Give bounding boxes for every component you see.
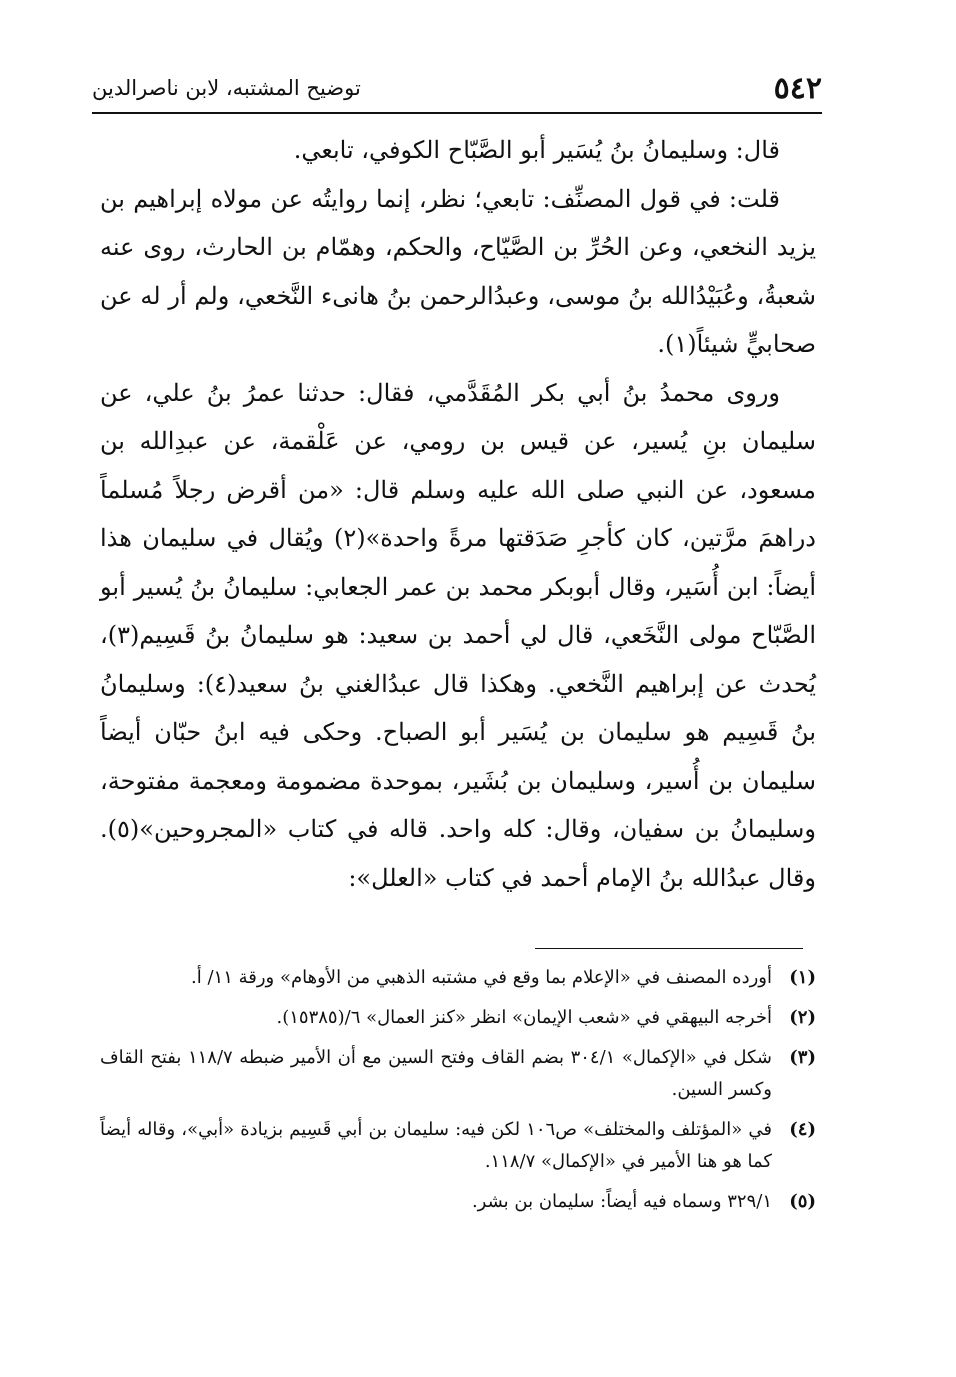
running-title: توضيح المشتبه، لابن ناصرالدين (92, 76, 361, 100)
footnotes (100, 962, 816, 1226)
footnote-number: (٣) (789, 1047, 816, 1068)
header-rule (92, 112, 822, 114)
page-header (92, 68, 822, 108)
footnote-text: شكل في «الإكمال» ٣٠٤/١ بضم القاف وفتح السين مع أن الأمير ضبطه ١١٨/٧ بفتح القاف وكسر السين. (100, 1047, 772, 1100)
footnote (100, 1042, 816, 1106)
footnote-text: أخرجه البيهقي في «شعب الإيمان» انظر «كنز العمال» ٦/(١٥٣٨٥). (276, 1007, 772, 1028)
footnote-text: أورده المصنف في «الإعلام بما وقع في مشتبه الذهبي من الأوهام» ورقة ١١/ أ. (191, 967, 772, 988)
footnote (100, 1114, 816, 1178)
paragraph: قلت: في قول المصنِّف: تابعي؛ نظر، إنما روايتُه عن مولاه إبراهيم بن يزيد النخعي، وعن الحُرِّ بن الصَّيّاح، والحكم، وهمّام بن الحارث، روى عنه شعبةُ، وعُبَيْدُالله بنُ موسى، وعبدُالرحمن بنُ هانىء النَّخعي، ولم أر له عن صحابيٍّ شيئاً(١). (100, 184, 816, 358)
footnote (100, 1186, 816, 1218)
footnote-text: في «المؤتلف والمختلف» ص١٠٦ لكن فيه: سليمان بن أبي قَسِيم بزيادة «أبي»، وقاله أيضاً كما هو هنا الأمير في «الإكمال» ١١٨/٧. (100, 1119, 773, 1172)
footnote (100, 1002, 816, 1034)
paragraph: قال: وسليمانُ بنُ يُسَير أبو الصَّبّاح الكوفي، تابعي. (293, 136, 780, 164)
footnote-number: (٢) (789, 1007, 816, 1028)
footnote (100, 962, 816, 994)
footnote-text: ٣٢٩/١ وسماه فيه أيضاً: سليمان بن بشر. (471, 1191, 772, 1212)
footnote-number: (٥) (789, 1191, 816, 1212)
footnote-separator (535, 948, 803, 949)
footnote-number: (٤) (789, 1119, 816, 1140)
page-number: ٥٤٢ (773, 70, 822, 106)
paragraph: وروى محمدُ بنُ أبي بكر المُقَدَّمي، فقال: حدثنا عمرُ بنُ علي، عن سليمان بنِ يُسير، عن قيس بن رومي، عن عَلْقمة، عن عبدِالله بن مسعود، عن النبي صلى الله عليه وسلم قال: «من أقرض رجلاً مُسلماً دراهمَ مرَّتين، كان كأجرِ صَدَقتها مرةً واحدة»(٢) ويُقال في سليمان هذا أيضاً: ابن أُسَير، وقال أبوبكر محمد بن عمر الجعابي: سليمانُ بنُ يُسير أبو الصَّبّاح مولى النَّخَعي، قال لي أحمد بن سعيد: هو سليمانُ بنُ قَسِيم(٣)، يُحدث عن إبراهيم النَّخعي. وهكذا قال عبدُالغني بنُ سعيد(٤): وسليمانُ بنُ قَسِيم هو سليمان بن يُسَير أبو الصباح. وحكى فيه ابنُ حبّان أيضاً سليمان بن أُسير، وسليمان بن بُشَير، بموحدة مضمومة ومعجمة مفتوحة، وسليمانُ بن سفيان، وقال: كله واحد. قاله في كتاب «المجروحين»(٥). وقال عبدُالله بنُ الإمام أحمد في كتاب «العلل»: (100, 378, 816, 892)
footnote-number: (١) (789, 967, 816, 988)
main-text (100, 126, 816, 902)
